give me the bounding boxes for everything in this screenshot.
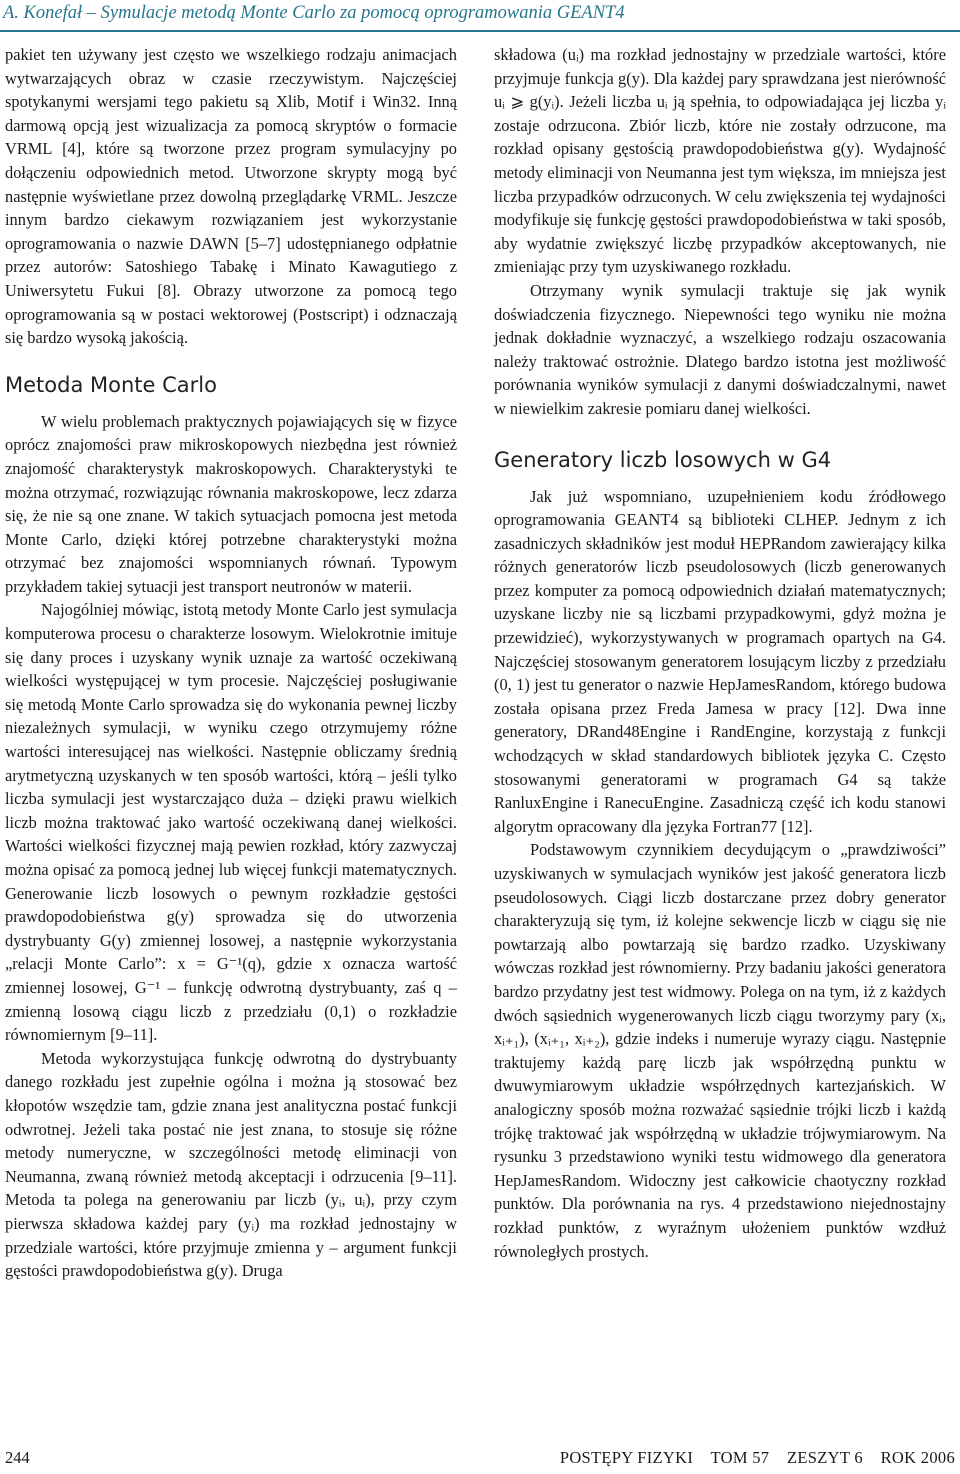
section-heading: Generatory liczb losowych w G4 — [494, 447, 832, 472]
paragraph: składowa (uᵢ) ma rozkład jednostajny w przedziale wartości, które przyjmuje funkcja g(y). Dla każdej pary sprawdzana jest nierówność uᵢ ⩾ g(yᵢ). Jeżeli liczba uᵢ ją spełnia, to odpowiadająca jej liczba yᵢ zostaje odrzucona. Zbiór liczb, które nie zostały odrzucone, ma rozkład opisany gęstością prawdopodobieństwa g(y). Wydajność metody eliminacji von Neumanna jest tym większa, im mniejsza jest liczba przypadków odrzuconych. W celu zwiększenia tej wydajności modyfikuje się funkcję gęstości prawdopodobieństwa w taki sposób, aby wydatnie zwiększyć liczbę przypadków akceptowanych, nie zmieniając przy tym uzyskiwanego rozkładu. — [494, 45, 946, 277]
paragraph: Jak już wspomniano, uzupełnieniem kodu źródłowego oprogramowania GEANT4 są biblioteki CLHEP. Jednym z ich zasadniczych składników jest moduł HEPRandom zawierający kilka różnych generatorów liczb pseudolosowych (liczb generowanych przez komputer za pomocą odpowiednich działań matematycznych; uzyskane liczby nie są liczbami przypadkowymi, gdyż można je przewidzieć), wykorzystywanych w programach opartych na G4. Najczęściej stosowanym generatorem losującym liczby z przedziału (0, 1) jest tu generator o nazwie HepJamesRandom, którego budowa została opisana przez Freda Jamesa w pracy [12]. Dwa inne generatory, DRand48Engine i RandEngine, korzystają z funkcji wchodzących w skład standardowych bibliotek języka C. Często stosowanymi generatorami w programach G4 są także RanluxEngine i RanecuEngine. Zasadniczą część ich kodu stanowi algorytm opracowany dla języka Fortran77 [12]. — [494, 486, 946, 836]
paragraph: Najogólniej mówiąc, istotą metody Monte Carlo jest symulacja komputerowa procesu o charakterze losowym. Wielokrotnie imituje się dany proces i uzyskany wynik uznaje za wartość oczekiwaną wielkości występującej w tym procesie. Najczęściej posługiwanie się metodą Monte Carlo sprowadza się do wykonania pewnej liczby niezależnych symulacji, w wyniku czego otrzymujemy różne wartości interesującej nas wielkości. Następnie obliczamy średnią arytmetyczną uzyskanych w ten sposób wartości, którą – jeśli tylko liczba symulacji jest wystarczająco duża – dzięki prawu wielkich liczb można traktować jako wartość oczekiwaną danej wielkości. Wartości wielkości fizycznej mają pewien rozkład, który zazwyczaj można opisać za pomocą jednej lub więcej funkcji matematycznych. Generowanie liczb losowych o pewnym rozkładzie gęstości prawdopodobieństwa g(y) sprowadza się do utworzenia dystrybuanty G(y) zmiennej losowej, a następnie wykorzystania „relacji Monte Carlo”: x = G⁻¹(q), gdzie x oznacza wartość zmiennej losowej, G⁻¹ – funkcję odwrotną dystrybuanty, zaś q – zmienną losową ciągu liczb z przedziału (0,1) o rozkładzie równomiernym [9–11]. — [5, 600, 457, 1045]
page-number: 244 — [5, 1448, 30, 1467]
paragraph: Podstawowym czynnikiem decydującym o „prawdziwości” uzyskiwanych w symulacjach wyników jest jakość generatora liczb pseudolosowych. Ciągi liczb dostarczane przez dobry generator charakteryzują się tym, iż kolejne sekwencje liczb w ciągu się nie powtarzają albo powtarzają się bardzo rzadko. Uzyskiwany wówczas rozkład jest równomierny. Przy badaniu jakości generatora bardzo przydatny jest test widmowy. Polega on na tym, iż z każdych dwóch sąsiednich wygenerowanych liczb ciągu tworzymy pary (xᵢ, xᵢ₊₁), (xᵢ₊₁, xᵢ₊₂), gdzie indeks i numeruje wyrazy ciągu. Następnie traktujemy każdą parę liczb jak współrzędną punktu w dwuwymiarowym układzie współrzędnych kartezjańskich. W analogiczny sposób można rozważać sąsiednie trójki liczb i każdą trójkę traktować jak współrzędną w układzie trójwymiarowym. Na rysunku 3 przedstawiono wyniki testu widmowego dla generatora HepJamesRandom. Widoczny jest całkowicie chaotyczny rozkład punktów. Dla porównania na rys. 4 przedstawiono niejednostajny rozkład punktów, z wyraźnym ułożeniem punktów wzdłuż równoległych prostych. — [494, 840, 946, 1261]
paragraph: pakiet ten używany jest często we wszelkiego rodzaju animacjach wytwarzających obraz w czasie rzeczywistym. Najczęściej spotykanymi wersjami tego pakietu są Xlib, Motif i Win32. Inną darmową opcją jest wizualizacja za pomocą skryptów o formacie VRML [4], które są tworzone przez program symulacyjny po dołączeniu odpowiednich metod. Utworzone skrypty mogą być następnie wyświetlane przez dowolną przeglądarkę VRML. Jeszcze innym bardzo ciekawym rozwiązaniem jest wykorzystanie oprogramowania o nazwie DAWN [5–7] udostępnianego odpłatnie przez autorów: Satoshiego Tabakę i Minato Kawagutiego z Uniwersytetu Fukui [8]. Obrazy utworzone za pomocą tego oprogramowania są w postaci wektorowej (Postscript) i odznaczają się bardzo wysoką jakością. — [5, 45, 457, 348]
paragraph: Otrzymany wynik symulacji traktuje się jak wynik doświadczenia fizycznego. Niepewności tego wyniku nie można jednak dokładnie wyznaczyć, a wszelkiego rodzaju oszacowania należy traktować ostrożnie. Dlatego bardzo istotna jest możliwość porównania wyników symulacji z danymi doświadczalnymi, nawet w niewielkim zakresie pomiaru danej wielkości. — [494, 280, 946, 418]
header-rule — [0, 30, 960, 32]
paragraph: W wielu problemach praktycznych pojawiających się w fizyce oprócz znajomości praw mikroskopowych niezbędna jest również znajomość charakterystyk makroskopowych. Charakterystyki te można otrzymać, rozwiązując równania makroskopowe, lecz zdarza się, że nie są one znane. W takich sytuacjach pomocna jest metoda Monte Carlo, dzięki której potrzebne charakterystyki można otrzymać bez znajomości wspomnianych równań. Typowym przykładem takiej sytuacji jest transport neutronów w materii. — [5, 411, 457, 596]
section-heading: Metoda Monte Carlo — [5, 372, 217, 397]
right-column — [494, 43, 946, 1263]
left-column — [5, 43, 457, 1283]
paragraph: Metoda wykorzystująca funkcję odwrotną do dystrybuanty danego rozkładu jest zupełnie ogólna i można ją stosować bez kłopotów wszędzie tam, gdzie znana jest analityczna postać funkcji odwrotnej. Jeżeli taka postać nie jest znana, to stosuje się różne metody numeryczne, w szczególności metodę eliminacji von Neumanna, zwaną również metodą akceptacji i odrzucenia [9–11]. Metoda ta polega na generowaniu par liczb (yᵢ, uᵢ), przy czym pierwsza składowa każdej pary (yᵢ) ma rozkład jednostajny w przedziale wartości, które przyjmuje zmienna y – argument funkcji gęstości prawdopodobieństwa g(y). Druga — [5, 1048, 457, 1281]
running-header: A. Konefał – Symulacje metodą Monte Carlo za pomocą oprogramowania GEANT4 — [3, 3, 625, 23]
journal-info: POSTĘPY FIZYKI TOM 57 ZESZYT 6 ROK 2006 — [559, 1448, 955, 1467]
